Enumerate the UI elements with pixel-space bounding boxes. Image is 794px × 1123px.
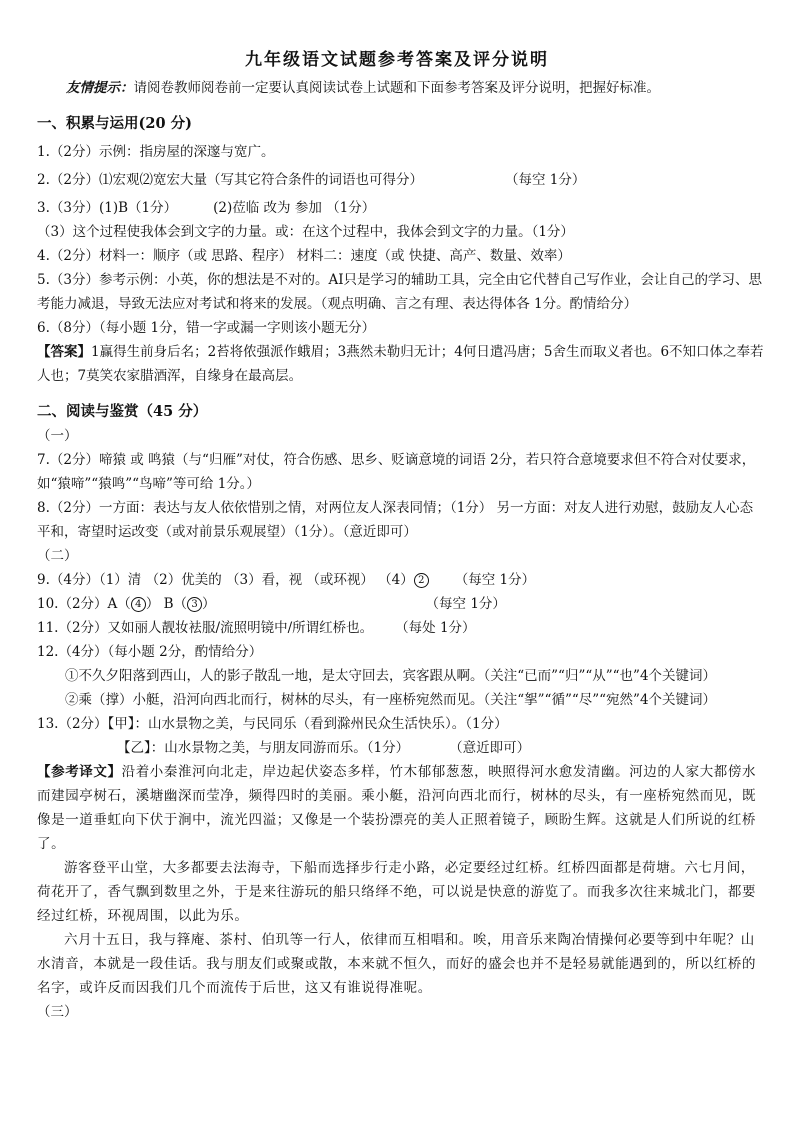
answer-q10-a: 10.（2分）A（ xyxy=(37,596,131,612)
answer-q11-score: （每处 1分） xyxy=(395,620,476,636)
answer-q11-text: 11.（2分）又如丽人靓妆袪服/流照明镜中/所谓红桥也。 xyxy=(37,620,374,636)
answer-q4: 4.（2分）材料一：顺序（或 思路、程序） 材料二：速度（或 快捷、高产、数量、效率） xyxy=(37,248,571,264)
answer-q6: 6.（8分）（每小题 1分，错一字或漏一字则该小题无分） xyxy=(37,320,376,336)
answer-q9-text: 9.（4分）（1）清 （2）优美的 （3）看，视 （或环视） （4） xyxy=(37,572,414,588)
answer-q3-2: (2)莅临 改为 参加 （1分） xyxy=(213,200,376,216)
answer-q10-score: （每空 1分） xyxy=(425,596,506,612)
section-heading-reading: 二、阅读与鉴赏（45 分） xyxy=(37,403,208,420)
page-title: 九年级语文试题参考答案及评分说明 xyxy=(245,50,549,70)
notice-text: 请阅卷教师阅卷前一定要认真阅读试卷上试题和下面参考答案及评分说明，把握好标准。 xyxy=(133,80,660,96)
answer-q10-b: ） B（ xyxy=(145,596,188,612)
answer-q3a xyxy=(37,196,764,220)
answer-q5: 5.（3分）参考示例：小英，你的想法是不对的。AI只是学习的辅助工具，完全由它代替自己写作业，会让自己的学习、思考能力减退，导致无法应对考试和将来的发展。（观点明确、言之有理、表达得体各 1分。酌情给分） xyxy=(37,272,763,312)
translation-paragraph-1 xyxy=(37,760,764,856)
translation-paragraph-2: 游客登平山堂，大多都要去法海寺，下船而选择步行走小路，必定要经过红桥。红桥四面都是荷塘。六七月间，荷花开了，香气飘到数里之外，于是来往游玩的船只络绎不绝，可以说是快意的游览了。而我多次往来城北门，都要经过红桥，环视周围，以此为乐。 xyxy=(37,860,757,924)
answer-q10-c: ） xyxy=(202,596,216,612)
answer-q7: 7.（2分）啼猿 或 鸣猿（与“归雁”对仗，符合伤感、思乡、贬谪意境的词语 2分，若只符合意境要求但不符合对仗要求，如“猿啼”“猿鸣”“鸟啼”等可给 1分。） xyxy=(37,452,756,492)
answer-q12-1: ①不久夕阳落到西山，人的影子散乱一地，是太守回去，宾客跟从啊。（关注“已而”“归”“从”“也”4个关键词） xyxy=(65,668,717,684)
circled-number: 4 xyxy=(131,597,146,612)
answer-q13-note: （意近即可） xyxy=(449,740,531,756)
answer-q8: 8.（2分）一方面：表达与友人依依惜别之情，对两位友人深表同情；（1分） 另一方面：对友人进行劝慰，鼓励友人心态平和，寄望时运改变（或对前景乐观展望）（1分）。（意近即可） xyxy=(37,500,754,540)
friendly-notice xyxy=(66,76,764,100)
part-three-heading: （三） xyxy=(37,1004,78,1020)
circled-number: 3 xyxy=(187,597,202,612)
circled-number: 2 xyxy=(414,573,429,588)
part-one-heading: （一） xyxy=(37,428,78,444)
answer-q12: 12.（4分）（每小题 2分，酌情给分） xyxy=(37,644,263,660)
translation-text-1: 沿着小秦淮河向北走，岸边起伏姿态多样，竹木郁郁葱葱，映照得河水愈发清幽。河边的人家大都傍水而建园亭树石，溪塘幽深而莹净，频得四时的美丽。乘小艇，沿河向西北而行，树林的尽头，有一座桥宛然而见，既像是一道垂虹向下伏于涧中，流光四溢；又像是一个装扮漂亮的美人正照着镜子，顾盼生辉。这就是人们所说的红桥了。 xyxy=(37,764,757,852)
notice-label: 友情提示： xyxy=(66,80,134,96)
answer-content xyxy=(37,110,764,1024)
answer-q10 xyxy=(37,592,764,616)
answer-q2-text: 2.（2分）⑴宏观⑵宽宏大量（写其它符合条件的词语也可得分） xyxy=(37,172,423,188)
answer-q1: 1.（2分）示例：指房屋的深邃与宽广。 xyxy=(37,144,275,160)
translation-paragraph-3: 六月十五日，我与箨庵、茶村、伯玑等一行人，依律而互相唱和。唉，用音乐来陶冶情操何必要等到中年呢？山水清音，本就是一段佳话。我与朋友们或聚或散，本来就不恒久，而好的盛会也并不是轻易就能遇到的，所以红桥的名字，或许反而因我们几个而流传于后世，这又有谁说得准呢。 xyxy=(37,932,757,996)
section-heading-accumulation: 一、积累与运用(20 分) xyxy=(37,115,192,132)
answer-q13-yi xyxy=(37,736,764,760)
answer-q2 xyxy=(37,168,764,192)
answer-q12-2: ②乘（撑）小艇，沿河向西北而行，树林的尽头，有一座桥宛然而见。（关注“挐”“循”“尽”“宛然”4个关键词） xyxy=(65,692,717,708)
answer-q3-1: 3.（3分）(1)B（1分） xyxy=(37,200,178,216)
answer-q13-yi-text: 【乙】：山水景物之美，与朋友同游而乐。（1分） xyxy=(117,740,410,756)
answer-q9 xyxy=(37,568,764,592)
answer-q2-score: （每空 1分） xyxy=(504,172,586,188)
answer-q11 xyxy=(37,616,764,640)
answer-q13-jia: 13.（2分）【甲】：山水景物之美，与民同乐（看到滁州民众生活快乐）。（1分） xyxy=(37,716,508,732)
part-two-heading: （二） xyxy=(37,548,78,564)
answer-q9-score: （每空 1分） xyxy=(454,572,536,588)
answer-q6-key xyxy=(37,340,764,388)
translation-label: 【参考译文】 xyxy=(37,764,122,780)
answer-label: 【答案】 xyxy=(37,344,91,360)
answer-q6-text: 1赢得生前身后名；2苔将侬强派作蛾眉；3燕然未勒归无计；4何日遣冯唐；5舍生而取义者也。6不知口体之奉若人也；7莫笑农家腊酒浑，自缘身在最高层。 xyxy=(37,344,764,384)
answer-q3b: （3）这个过程使我体会到文字的力量。或：在这个过程中，我体会到文字的力量。（1分） xyxy=(37,224,574,240)
